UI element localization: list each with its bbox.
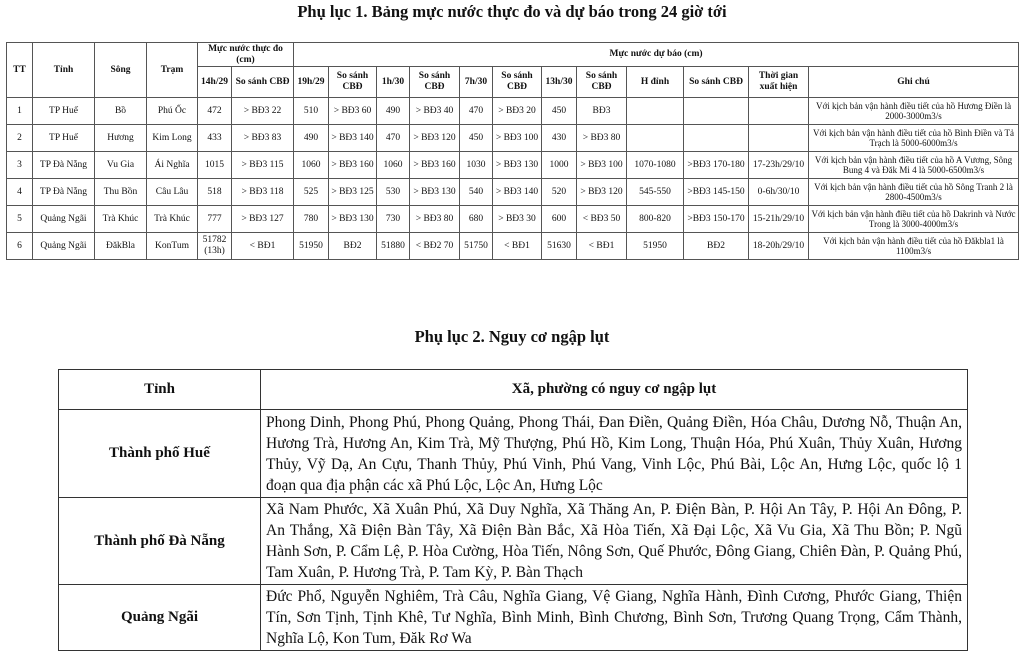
water-level-table bbox=[6, 42, 1019, 260]
cell-compare: BĐ2 bbox=[329, 233, 377, 260]
cell-value: 680 bbox=[460, 206, 493, 233]
cell-song: Bồ bbox=[95, 98, 147, 125]
table-row bbox=[7, 206, 1019, 233]
cell-song: ĐăkBla bbox=[95, 233, 147, 260]
cell-value: 520 bbox=[542, 179, 577, 206]
province-cell: Thành phố Huế bbox=[59, 410, 261, 498]
header-compare: So sánh CBĐ bbox=[329, 67, 377, 98]
cell-compare: >BĐ3 145-150 bbox=[684, 179, 749, 206]
header-7h30: 7h/30 bbox=[460, 67, 493, 98]
cell-tt: 3 bbox=[7, 152, 33, 179]
cell-time: 15-21h/29/10 bbox=[749, 206, 809, 233]
cell-tt: 6 bbox=[7, 233, 33, 260]
cell-tt: 4 bbox=[7, 179, 33, 206]
cell-compare: > BĐ3 22 bbox=[232, 98, 294, 125]
cell-value: 472 bbox=[198, 98, 232, 125]
cell-compare: > BĐ3 127 bbox=[232, 206, 294, 233]
cell-compare: > BĐ3 130 bbox=[329, 206, 377, 233]
communes-cell: Xã Nam Phước, Xã Xuân Phú, Xã Duy Nghĩa, Xã Thăng An, P. Điện Bàn, P. Hội An Tây, P. Hội An Đông, P. An Thắng, Xã Điện Bàn Tây, Xã Điện Bàn Bắc, Xã Hòa Tiến, Xã Đại Lộc, Xã Vu Gia, Xã Thu Bồn; P. Ngũ Hành Sơn, P. Cẩm Lệ, P. Hòa Cường, Hòa Tiến, Nông Sơn, Quế Phước, Đông Giang, Chiên Đàn, P. Quảng Phú, Tam Xuân, P. Hương Trà, P. Tam Kỳ, P. Bàn Thạch bbox=[261, 498, 968, 585]
header-compare: So sánh CBĐ bbox=[410, 67, 460, 98]
cell-note: Với kịch bản vận hành điều tiết của hồ Sông Tranh 2 là 2800-4500m3/s bbox=[809, 179, 1019, 206]
cell-hdinh bbox=[627, 125, 684, 152]
appendix2-title: Phụ lục 2. Nguy cơ ngập lụt bbox=[414, 327, 610, 346]
cell-value: 510 bbox=[294, 98, 329, 125]
header-tt: TT bbox=[7, 43, 33, 98]
cell-tram: Trà Khúc bbox=[147, 206, 198, 233]
cell-hdinh: 1070-1080 bbox=[627, 152, 684, 179]
cell-time: 0-6h/30/10 bbox=[749, 179, 809, 206]
cell-song: Vu Gia bbox=[95, 152, 147, 179]
cell-value: 1060 bbox=[377, 152, 410, 179]
cell-compare: BĐ3 bbox=[577, 98, 627, 125]
header-14h29: 14h/29 bbox=[198, 67, 232, 98]
cell-value: 540 bbox=[460, 179, 493, 206]
cell-tt: 5 bbox=[7, 206, 33, 233]
cell-note: Với kịch bản vận hành điều tiết của hồ Dakrinh và Nước Trong là 3000-4000m3/s bbox=[809, 206, 1019, 233]
cell-value: 780 bbox=[294, 206, 329, 233]
header-tram: Trạm bbox=[147, 43, 198, 98]
cell-song: Thu Bồn bbox=[95, 179, 147, 206]
table-row bbox=[7, 233, 1019, 260]
cell-tram: KonTum bbox=[147, 233, 198, 260]
header-compare: So sánh CBĐ bbox=[493, 67, 542, 98]
communes-cell: Đức Phổ, Nguyễn Nghiêm, Trà Câu, Nghĩa Giang, Vệ Giang, Nghĩa Hành, Đình Cương, Phước Giang, Thiện Tín, Sơn Tịnh, Tịnh Khê, Tư Nghĩa, Bình Minh, Bình Chương, Bình Sơn, Trương Quang Trọng, Cẩm Thành, Nghĩa Lộ, Kon Tum, Đăk Rơ Wa bbox=[261, 585, 968, 651]
cell-tt: 1 bbox=[7, 98, 33, 125]
cell-compare: > BĐ3 83 bbox=[232, 125, 294, 152]
header-row-1 bbox=[7, 43, 1019, 67]
cell-tinh: Quảng Ngãi bbox=[33, 206, 95, 233]
cell-tt: 2 bbox=[7, 125, 33, 152]
cell-compare: BĐ2 bbox=[684, 233, 749, 260]
header-13h30: 13h/30 bbox=[542, 67, 577, 98]
cell-compare: > BĐ3 40 bbox=[410, 98, 460, 125]
cell-tinh: TP Huế bbox=[33, 98, 95, 125]
cell-value: 51630 bbox=[542, 233, 577, 260]
cell-value: 730 bbox=[377, 206, 410, 233]
cell-note: Với kịch bản vận hành điều tiết của hồ Hương Điền là 2000-3000m3/s bbox=[809, 98, 1019, 125]
cell-time bbox=[749, 125, 809, 152]
cell-value: 430 bbox=[542, 125, 577, 152]
header-song: Sông bbox=[95, 43, 147, 98]
province-cell: Quảng Ngãi bbox=[59, 585, 261, 651]
cell-value: 777 bbox=[198, 206, 232, 233]
cell-compare: > BĐ3 140 bbox=[493, 179, 542, 206]
cell-compare: > BĐ3 120 bbox=[410, 125, 460, 152]
cell-compare: > BĐ3 160 bbox=[329, 152, 377, 179]
cell-compare: > BĐ3 80 bbox=[410, 206, 460, 233]
cell-value: 450 bbox=[460, 125, 493, 152]
flood-risk-table bbox=[58, 369, 968, 651]
cell-value: 518 bbox=[198, 179, 232, 206]
header-compare: So sánh CBĐ bbox=[577, 67, 627, 98]
cell-compare: > BĐ3 20 bbox=[493, 98, 542, 125]
header-compare: So sánh CBĐ bbox=[684, 67, 749, 98]
header-time: Thời gian xuất hiện bbox=[749, 67, 809, 98]
cell-value: 530 bbox=[377, 179, 410, 206]
cell-compare: > BĐ3 120 bbox=[577, 179, 627, 206]
cell-note: Với kịch bản vận hành điều tiết của hồ Đăkbla1 là 1100m3/s bbox=[809, 233, 1019, 260]
header-19h29: 19h/29 bbox=[294, 67, 329, 98]
cell-compare: < BĐ1 bbox=[577, 233, 627, 260]
cell-tram: Phú Ốc bbox=[147, 98, 198, 125]
cell-compare: > BĐ3 60 bbox=[329, 98, 377, 125]
communes-cell: Phong Dinh, Phong Phú, Phong Quảng, Phong Thái, Đan Điền, Quảng Điền, Hóa Châu, Dương Nỗ, Thuận An, Hương Trà, Hương An, Kim Trà, Mỹ Thượng, Phú Hồ, Kim Long, Thuận Hóa, Phú Xuân, Thủy Xuân, Hương Thủy, Vỹ Dạ, An Cựu, Thanh Thủy, Phú Vinh, Phú Vang, Vinh Lộc, Phú Bài, Lộc An, Hưng Lộc, quốc lộ 1 đoạn qua địa phận các xã Phú Lộc, Lộc An, Hưng Lộc bbox=[261, 410, 968, 498]
cell-time bbox=[749, 98, 809, 125]
cell-hdinh: 51950 bbox=[627, 233, 684, 260]
cell-note: Với kịch bản vận hành điều tiết của hồ A Vương, Sông Bung 4 và Đăk Mi 4 là 5000-6500m3/s bbox=[809, 152, 1019, 179]
cell-compare: > BĐ3 115 bbox=[232, 152, 294, 179]
cell-compare: < BĐ1 bbox=[493, 233, 542, 260]
cell-song: Trà Khúc bbox=[95, 206, 147, 233]
cell-compare: < BĐ1 bbox=[232, 233, 294, 260]
cell-tinh: TP Đà Nẵng bbox=[33, 152, 95, 179]
cell-compare bbox=[684, 125, 749, 152]
cell-value: 600 bbox=[542, 206, 577, 233]
header-compare: So sánh CBĐ bbox=[232, 67, 294, 98]
cell-value: 51750 bbox=[460, 233, 493, 260]
cell-compare: > BĐ3 130 bbox=[410, 179, 460, 206]
cell-compare: < BĐ3 50 bbox=[577, 206, 627, 233]
header-forecast: Mực nước dự báo (cm) bbox=[294, 43, 1019, 67]
table-row bbox=[7, 125, 1019, 152]
cell-value: 433 bbox=[198, 125, 232, 152]
cell-time: 17-23h/29/10 bbox=[749, 152, 809, 179]
header-note: Ghi chú bbox=[809, 67, 1019, 98]
cell-value: 450 bbox=[542, 98, 577, 125]
cell-song: Hương bbox=[95, 125, 147, 152]
cell-tinh: Quảng Ngãi bbox=[33, 233, 95, 260]
cell-value: 51950 bbox=[294, 233, 329, 260]
cell-value: 1030 bbox=[460, 152, 493, 179]
cell-value: 490 bbox=[294, 125, 329, 152]
cell-compare: >BĐ3 150-170 bbox=[684, 206, 749, 233]
cell-compare: > BĐ3 160 bbox=[410, 152, 460, 179]
cell-tram: Câu Lâu bbox=[147, 179, 198, 206]
cell-value: 470 bbox=[377, 125, 410, 152]
table-row bbox=[59, 585, 968, 651]
cell-value: 1060 bbox=[294, 152, 329, 179]
header-province: Tỉnh bbox=[59, 370, 261, 410]
header-tinh: Tỉnh bbox=[33, 43, 95, 98]
cell-compare: > BĐ3 100 bbox=[493, 125, 542, 152]
cell-compare: > BĐ3 30 bbox=[493, 206, 542, 233]
cell-compare: > BĐ3 130 bbox=[493, 152, 542, 179]
table-row bbox=[7, 152, 1019, 179]
header-measured: Mực nước thực đo (cm) bbox=[198, 43, 294, 67]
table-row bbox=[7, 98, 1019, 125]
table-row bbox=[59, 498, 968, 585]
cell-hdinh: 800-820 bbox=[627, 206, 684, 233]
cell-value: 470 bbox=[460, 98, 493, 125]
appendix1-title: Phụ lục 1. Bảng mực nước thực đo và dự báo trong 24 giờ tới bbox=[297, 2, 727, 21]
header-1h30: 1h/30 bbox=[377, 67, 410, 98]
header-hdinh: H đỉnh bbox=[627, 67, 684, 98]
cell-tram: Ái Nghĩa bbox=[147, 152, 198, 179]
header-communes: Xã, phường có nguy cơ ngập lụt bbox=[261, 370, 968, 410]
cell-compare: > BĐ3 80 bbox=[577, 125, 627, 152]
cell-value: 51782 (13h) bbox=[198, 233, 232, 260]
cell-tinh: TP Huế bbox=[33, 125, 95, 152]
cell-compare bbox=[684, 98, 749, 125]
cell-note: Với kịch bản vận hành điều tiết của hồ Bình Điền và Tả Trạch là 5000-6000m3/s bbox=[809, 125, 1019, 152]
cell-compare: > BĐ3 118 bbox=[232, 179, 294, 206]
cell-compare: < BĐ2 70 bbox=[410, 233, 460, 260]
cell-hdinh: 545-550 bbox=[627, 179, 684, 206]
cell-compare: >BĐ3 170-180 bbox=[684, 152, 749, 179]
table-row bbox=[7, 179, 1019, 206]
cell-value: 51880 bbox=[377, 233, 410, 260]
flood-header-row bbox=[59, 370, 968, 410]
cell-value: 525 bbox=[294, 179, 329, 206]
cell-compare: > BĐ3 125 bbox=[329, 179, 377, 206]
cell-tinh: TP Đà Nẵng bbox=[33, 179, 95, 206]
table-row bbox=[59, 410, 968, 498]
cell-value: 490 bbox=[377, 98, 410, 125]
province-cell: Thành phố Đà Nẵng bbox=[59, 498, 261, 585]
cell-hdinh bbox=[627, 98, 684, 125]
cell-tram: Kim Long bbox=[147, 125, 198, 152]
cell-value: 1015 bbox=[198, 152, 232, 179]
cell-value: 1000 bbox=[542, 152, 577, 179]
cell-compare: > BĐ3 100 bbox=[577, 152, 627, 179]
cell-compare: > BĐ3 140 bbox=[329, 125, 377, 152]
cell-time: 18-20h/29/10 bbox=[749, 233, 809, 260]
